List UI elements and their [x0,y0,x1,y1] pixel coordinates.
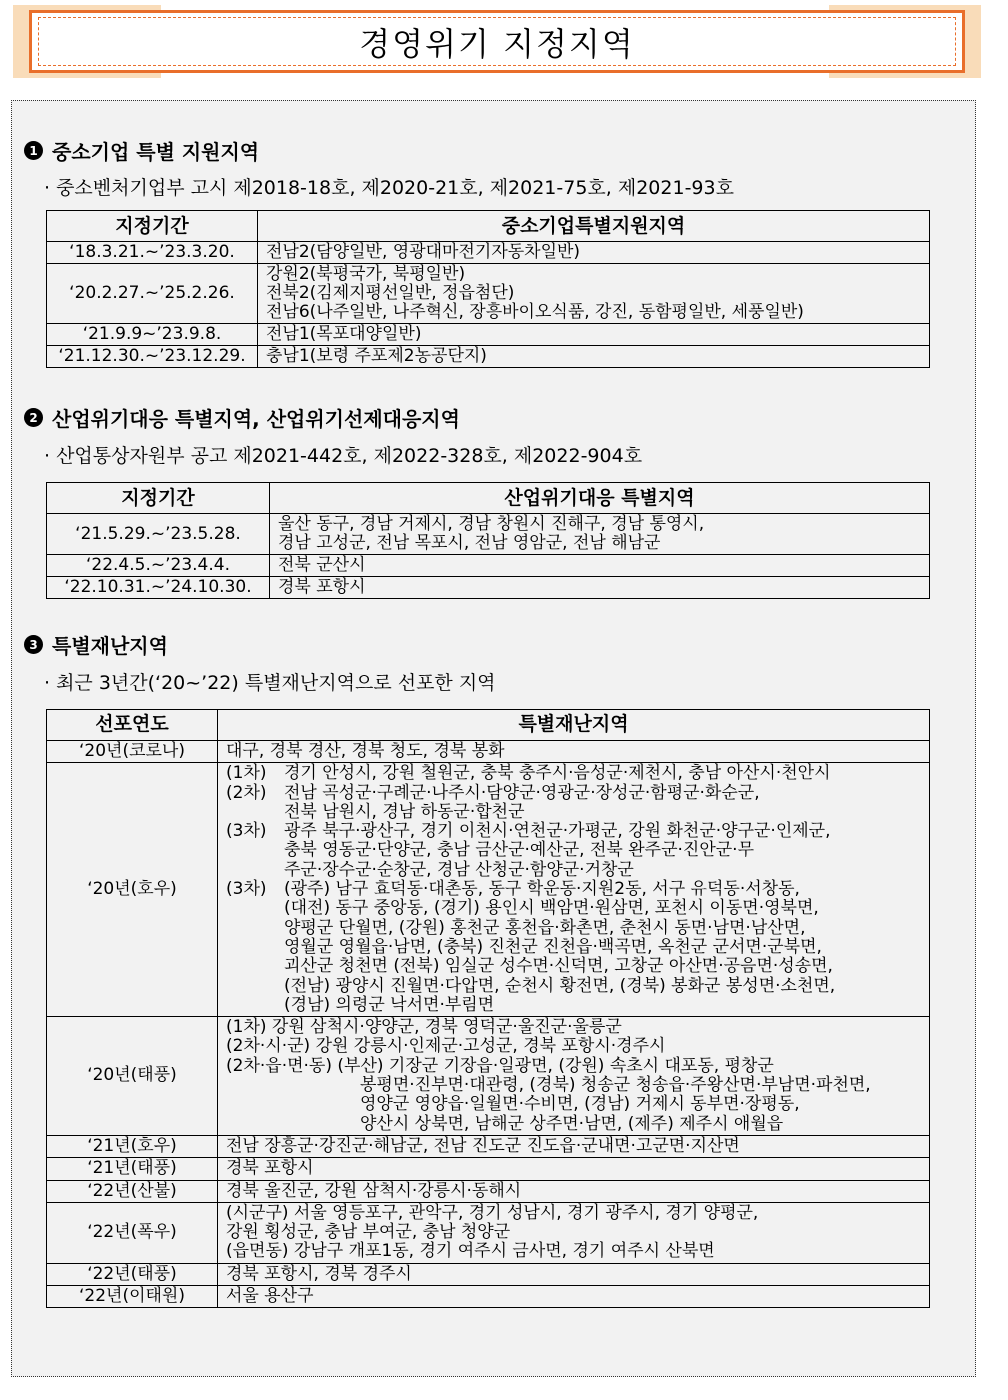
table-row [47,1286,930,1308]
section-3-heading [24,630,168,659]
column-header: 지정기간 [47,483,270,514]
region-cell: 경북 포항시, 경북 경주시 [218,1263,930,1285]
region-cell: (1차) 강원 삼척시·양양군, 경북 영덕군·울진군·울릉군 (2차·시·군) 강원 강릉시·인제군·고성군, 경북 포항시·경주시 (2차·읍·면·동) (부산) 기장군 기장읍·일광면, (강원) 속초시 대포동, 평창군 봉평면·진부면·대관령, (경북) 청송군 청송읍·주왕산면·부남면·파천면, 영양군 영양읍·일월면·수비면, (경남) 거제시 동부면·장평동, 양산시 상북면, 남해군 상주면·남면, (제주) 제주시 애월읍 [218,1017,930,1136]
region-cell: (1차) 경기 안성시, 강원 철원군, 충북 충주시·음성군·제천시, 충남 아산시·천안시 (2차) 전남 곡성군·구례군·나주시·담양군·영광군·장성군·함평군·화순군, 전북 남원시, 경남 하동군·합천군 (3차) 광주 북구·광산구, 경기 이천시·연천군·가평군, 강원 화천군·양구군·인제군, 충북 영동군·단양군, 충남 금산군·예산군, 전북 완주군·진안군·무 주군·장수군·순창군, 경남 산청군·함양군·거창군 (3차) (광주) 남구 효덕동·대촌동, 동구 학운동·지원2동, 서구 유덕동·서창동, (대전) 동구 중앙동, (경기) 용인시 백암면·원삼면, 포천시 이동면·영북면, 양평군 단월면, (강원) 홍천군 홍천읍·화촌면, 춘천시 동면·남면·남산면, 영월군 영월읍·남면, (충북) 진천군 진천읍·백곡면, 옥천군 군서면·군북면, 괴산군 청천면 (전북) 임실군 성수면·신덕면, 고창군 아산면·공음면·성송면, (전남) 광양시 진월면·다압면, 순천시 황전면, (경북) 봉화군 봉성면·소천면, (경남) 의령군 낙서면·부림면 [218,763,930,1017]
title-banner [13,5,981,78]
column-header: 중소기업특별지원지역 [258,211,930,242]
content-panel [11,100,976,1377]
disaster-area-table [46,709,930,1308]
table-row [47,577,930,599]
period-cell: ‘20.2.27.~’25.2.26. [47,264,258,324]
column-header: 산업위기대응 특별지역 [270,483,930,514]
section-1-source: · 중소벤처기업부 고시 제2018-18호, 제2020-21호, 제2021-75호, 제2021-93호 [44,177,734,199]
section-3-title: 특별재난지역 [52,634,168,658]
region-cell: 울산 동구, 경남 거제시, 경남 창원시 진해구, 경남 통영시, 경남 고성군, 전남 목포시, 전남 영암군, 전남 해남군 [270,514,930,555]
title-inner-frame [38,17,956,66]
column-header: 특별재난지역 [218,710,930,741]
table-header-row [47,483,930,514]
section-1-title: 중소기업 특별 지원지역 [52,140,260,164]
page-title: 경영위기 지정지역 [359,24,635,63]
table-row [47,1180,930,1202]
region-cell: (시군구) 서울 영등포구, 관악구, 경기 성남시, 경기 광주시, 경기 양평군, 강원 횡성군, 충남 부여군, 충남 청양군 (읍면동) 강남구 개포1동, 경기 여주시 금사면, 경기 여주시 산북면 [218,1202,930,1263]
table-header-row [47,211,930,242]
section-2-heading [24,403,460,432]
region-cell: 전남1(목포대양일반) [258,324,930,346]
region-cell: 전남2(담양일반, 영광대마전기자동차일반) [258,242,930,264]
title-frame [29,10,965,73]
region-cell: 전북 군산시 [270,555,930,577]
table-row [47,555,930,577]
year-cell: ‘22년(산불) [47,1180,218,1202]
period-cell: ‘21.9.9~’23.9.8. [47,324,258,346]
table-row [47,763,930,1017]
industrial-crisis-table [46,482,930,599]
column-header: 지정기간 [47,211,258,242]
year-cell: ‘22년(이태원) [47,1286,218,1308]
section-2-source: · 산업통상자원부 공고 제2021-442호, 제2022-328호, 제2022-904호 [44,445,643,467]
year-cell: ‘22년(폭우) [47,1202,218,1263]
year-cell: ‘20년(코로나) [47,741,218,763]
region-cell: 충남1(보령 주포제2농공단지) [258,346,930,368]
number-1-icon: 1 [24,141,43,160]
period-cell: ‘18.3.21.~’23.3.20. [47,242,258,264]
sme-support-table [46,210,930,368]
period-cell: ‘22.4.5.~’23.4.4. [47,555,270,577]
table-row [47,242,930,264]
region-cell: 경북 울진군, 강원 삼척시·강릉시·동해시 [218,1180,930,1202]
year-cell: ‘22년(태풍) [47,1263,218,1285]
region-cell: 전남 장흥군·강진군·해남군, 전남 진도군 진도읍·군내면·고군면·지산면 [218,1135,930,1157]
column-header: 선포연도 [47,710,218,741]
year-cell: ‘21년(호우) [47,1135,218,1157]
region-cell: 경북 포항시 [218,1158,930,1180]
section-2-title: 산업위기대응 특별지역, 산업위기선제대응지역 [52,407,460,431]
number-2-icon: 2 [24,408,43,427]
table-row [47,1158,930,1180]
table-row [47,1202,930,1263]
period-cell: ‘21.12.30.~’23.12.29. [47,346,258,368]
section-3-source: · 최근 3년간(‘20~’22) 특별재난지역으로 선포한 지역 [44,672,496,694]
year-cell: ‘20년(호우) [47,763,218,1017]
table-header-row [47,710,930,741]
table-row [47,1135,930,1157]
section-1-heading [24,136,259,165]
year-cell: ‘21년(태풍) [47,1158,218,1180]
region-cell: 서울 용산구 [218,1286,930,1308]
period-cell: ‘21.5.29.~’23.5.28. [47,514,270,555]
year-cell: ‘20년(태풍) [47,1017,218,1136]
number-3-icon: 3 [24,635,43,654]
table-row [47,1263,930,1285]
region-cell: 대구, 경북 경산, 경북 청도, 경북 봉화 [218,741,930,763]
region-cell: 경북 포항시 [270,577,930,599]
table-row [47,1017,930,1136]
table-row [47,264,930,324]
period-cell: ‘22.10.31.~’24.10.30. [47,577,270,599]
table-row [47,741,930,763]
table-row [47,514,930,555]
table-row [47,346,930,368]
table-row [47,324,930,346]
region-cell: 강원2(북평국가, 북평일반) 전북2(김제지평선일반, 정읍첨단) 전남6(나주일반, 나주혁신, 장흥바이오식품, 강진, 동함평일반, 세풍일반) [258,264,930,324]
